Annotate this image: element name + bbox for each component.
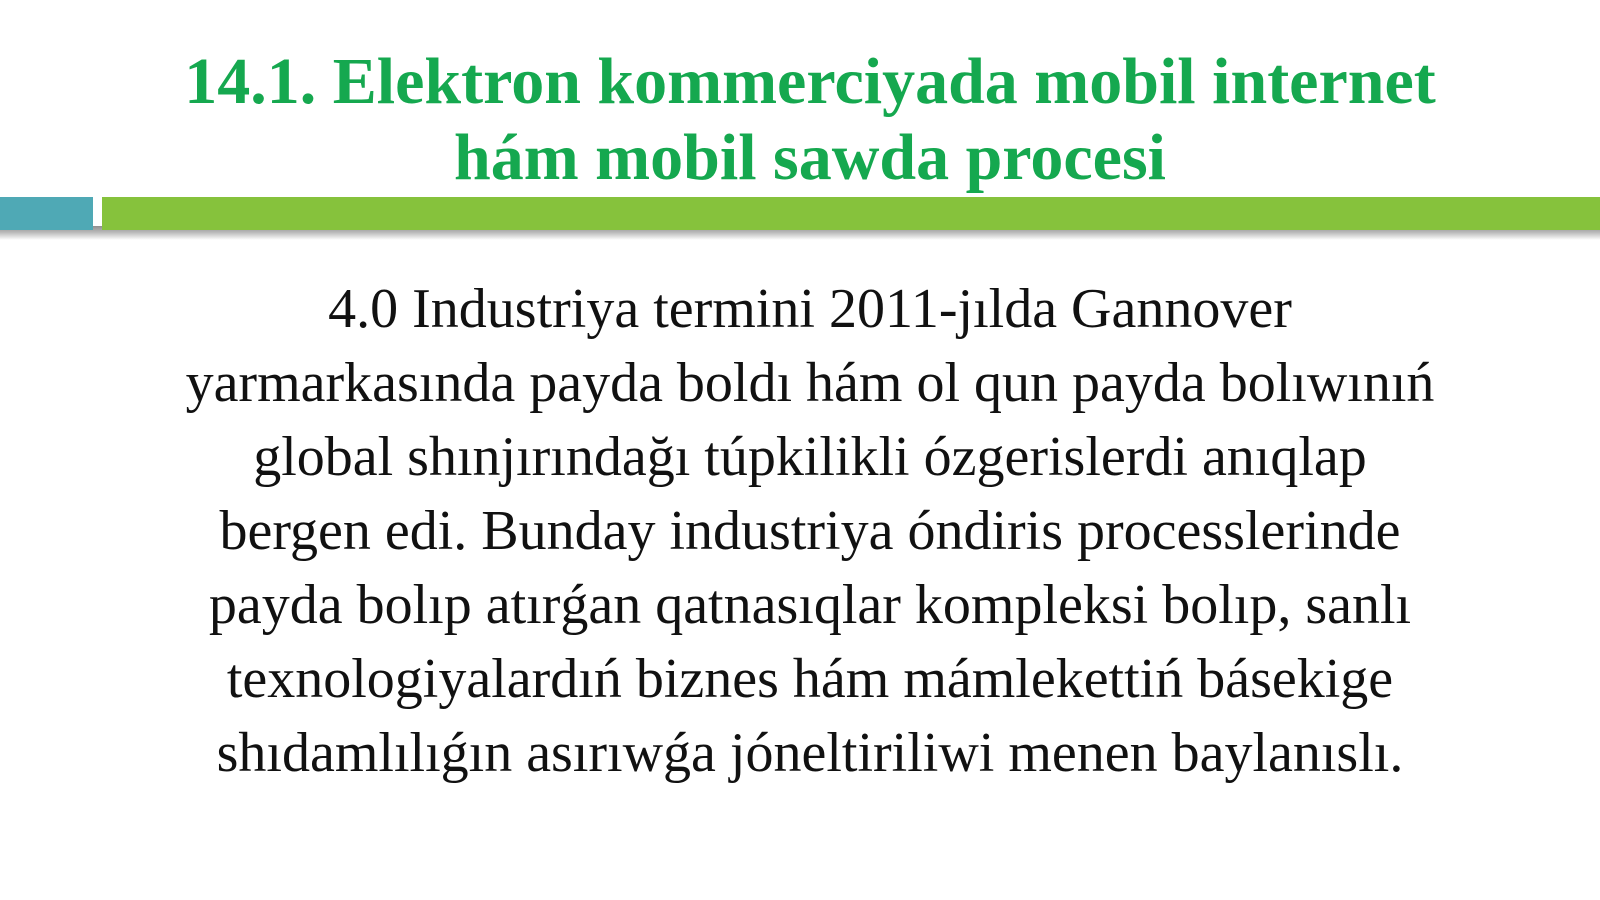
body-line-7: shıdamlılıǵın asırıwǵa jóneltiriliwi menen baylanıslı.	[216, 722, 1404, 784]
slide-body-text	[90, 272, 1530, 790]
body-line-1: 4.0 Industriya termini 2011-jılda Gannover	[328, 278, 1292, 340]
body-line-3: global shınjırındağı túpkilikli ózgerislerdi anıqlap	[253, 426, 1367, 488]
slide-title-line-2: hám mobil sawda procesi	[453, 121, 1166, 194]
body-line-2: yarmarkasında payda boldı hám ol qun payda bolıwınıń	[185, 352, 1435, 414]
body-line-4: bergen edi. Bunday industriya óndiris processlerinde	[219, 500, 1401, 562]
body-line-5: payda bolıp atırǵan qatnasıqlar kompleksi bolıp, sanlı	[208, 574, 1412, 636]
slide-title-line-1: 14.1. Elektron kommerciyada mobil internet	[184, 45, 1436, 118]
body-line-6: texnologiyalardıń biznes hám mámlekettiń básekige	[226, 648, 1394, 710]
slide-title	[60, 44, 1560, 196]
divider-accent-green	[102, 197, 1600, 230]
divider-accent-teal	[0, 197, 93, 230]
